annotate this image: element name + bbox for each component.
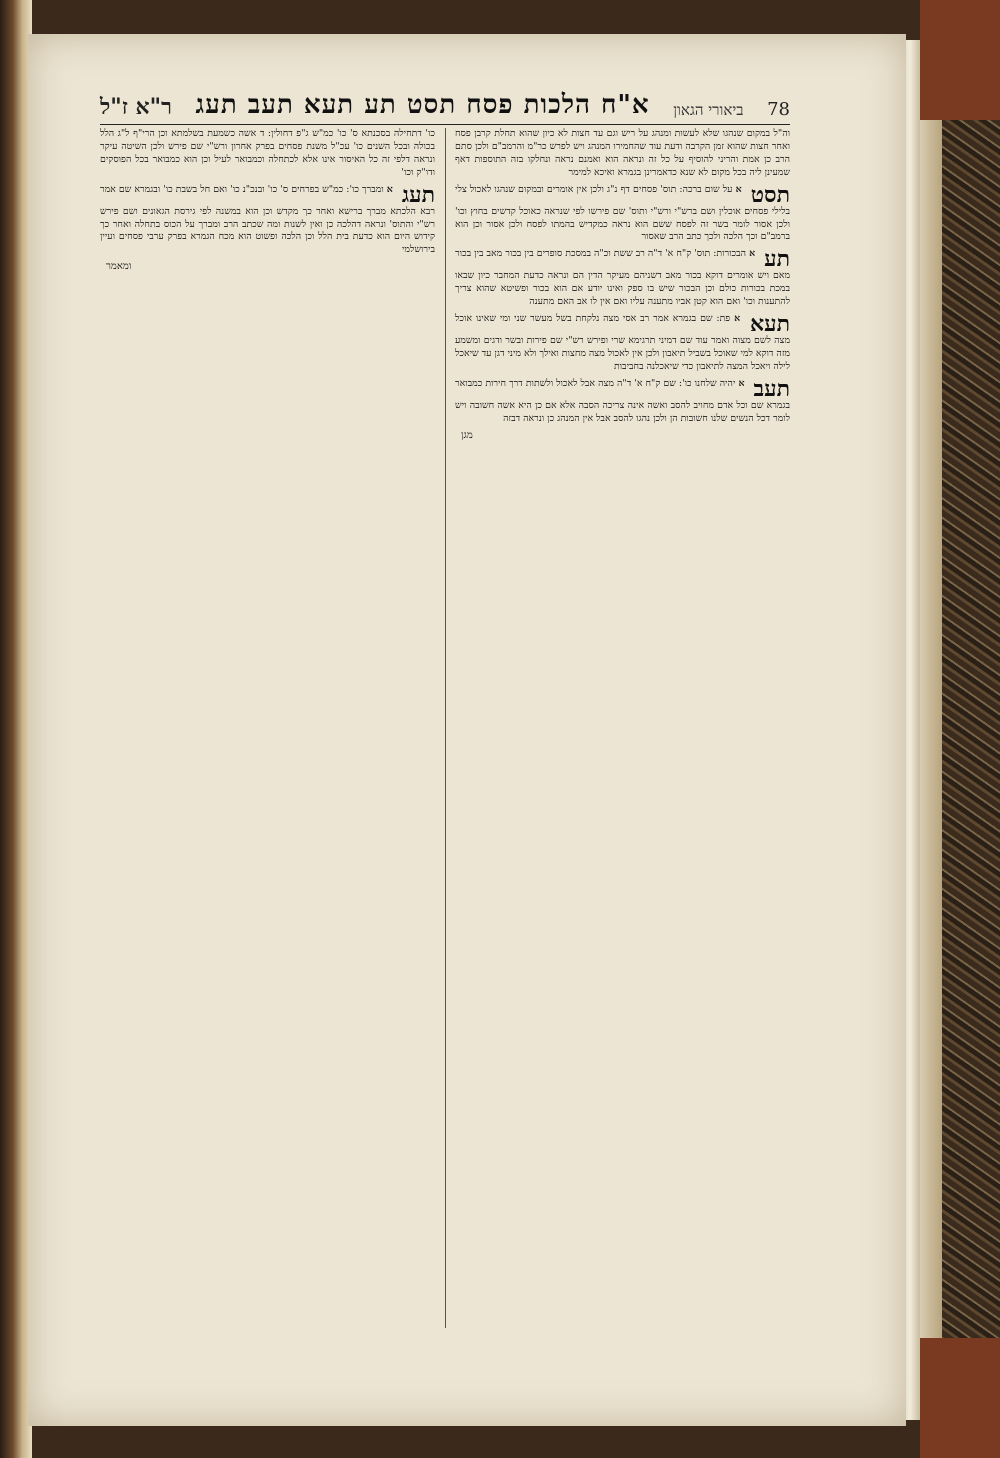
catchword: ומאמר bbox=[106, 261, 132, 273]
section-470 bbox=[455, 248, 790, 309]
section-471 bbox=[455, 313, 790, 374]
section-letter: א bbox=[734, 313, 741, 325]
section-letter: א bbox=[386, 183, 393, 195]
right-column bbox=[455, 128, 790, 1328]
running-title: א"ח הלכות פסח תסט תע תעא תעב תעג bbox=[195, 90, 650, 120]
section-number: תעא bbox=[750, 311, 790, 338]
section-text: הבכורות: תוס' ק"ח א' ד"ה רב ששת וכ"ה במסכת סופרים בין בכור מאב בין בכור מאם ויש אומרים דוקא בכור מאב דשניהם מעיקר הדין הם ונראה כדעת המחבר כיון שבאו במכת בכורות כולם וכן הבכור שיש בו ספק ואינו יודע אם הוא בכור ופשיטא שהוא צריך להתענות וכו' ואם הוא קטן אביו מתענה עליו ואם אין לו אב האם מתענה bbox=[455, 248, 790, 308]
section-text: פת: שם בגמרא אמר רב אסי מצה נלקחת בשל מעשר שני ומי שאינו אוכל מצה לשם מצוה ואמר עוד שם דמיני תרגימא שרי ופירש רש"י שם פירות ובשר ודגים ומשמע מזה דוקא למי שאוכל בשביל תיאבון ולכן אין לאכול מצה מחצות ואילך ולא מיני דגן עד שיאכל לילה ויאכל המצה לתיאבון כדי שיאכלנה בחביבות bbox=[455, 313, 790, 372]
section-473 bbox=[100, 181, 435, 258]
column-intro: כו' דתחילה בסכנתא ס' כו' כמ"ש ג"פ דחולין: ד אשה כשמעת בשלמתא וכן הרי"ף ל"ג הלל בכולה ובכל השנים כו' עכ"ל משנת פסחים בפרק אחרון ורש"י שם פירש ולכן השיטה עיקר ונראה דלפי זה כל האיסור אינו אלא לכתחלה וכמבואר לעיל וכן הוא כמבואר בכל הפוסקים ודו"ק וכו' bbox=[100, 128, 435, 178]
header-side-label: ביאורי הגאון bbox=[673, 101, 744, 119]
section-text: על שום ברכה: תוס' פסחים דף נ"ג ולכן אין אומרים ובמקום שנהגו לאכול צלי בלילי פסחים אוכלין ושם ברש"י ורש"י ותוס' שם פירשו לפי שנראה כאוכל קדשים בחוץ וכו' ולכן אסור לומר בשר זה לפסח ששם הוא נראה כמקדיש בהמתו לפסח ולכן אסור וכן הוא ברמב"ם וכך הלכה ולכך כתב הרב שאסור bbox=[455, 183, 790, 243]
section-469 bbox=[455, 181, 790, 245]
catchword: מגן bbox=[461, 429, 473, 441]
section-number: תסט bbox=[750, 181, 790, 208]
section-letter: א bbox=[749, 248, 756, 260]
section-letter: א bbox=[735, 183, 742, 195]
book-cover-marbled bbox=[920, 0, 1000, 1458]
column-intro: וה"ל במקום שנהגו שלא לעשות ומנהג על ריש וגם עד חצות לא כיון שהוא תחלת קרבן פסח ואחר חצות שהוא זמן הקרבה ודעת עוד שהחמירו המנהג ויש לפרש כר"מ והרמב"ם ולכן סתם הרב כן אמת והריני להוסיף על כל זה ונראה הוא ואמנם נראה ונחלקו בזה התוספות דאף שמעינן ליה בכל מקום לא שנא כדאמרינן בגמרא ואיכא למימר bbox=[455, 128, 790, 178]
column-divider bbox=[445, 128, 446, 1328]
section-text: יהיה שלחנו כו': שם ק"ח א' ד"ה מצה אבל לאכול ולשתות דרך חירות כמבואר בגמרא שם וכל אדם מחויב להסב ואשה אינה צריכה הסבה אלא אם כן היא אשה חשובה ויש לומר דכל הנשים שלנו חשובות הן ולכן נהגו להסב אבל אין המנהג כן ונראה דבזה bbox=[455, 377, 790, 424]
section-letter: א bbox=[738, 377, 745, 389]
text-columns bbox=[100, 128, 790, 1328]
section-text: ומברך כו': כמ"ש בפרחים ס' כו' ובנכ"נ כו' ואם חל בשבת כו' ובגמרא שם אמר רבא הלכתא מברך ברישא ואחר כך מקדש וכן הוא במשנה לפי גירסת הגאונים ושם פירש רש"י והתוס' ונראה דהלכה כן ואין לשנות ומה שכתב הרב ומברך על הכוס בתחלה ואחר כך קידוש היום הוא כדעת בית הלל וכן הלכה ופשוט הוא מכח הגמרא בפרק ערבי פסחים ועיין בירושלמי bbox=[100, 183, 435, 256]
section-472 bbox=[455, 375, 790, 426]
chapter-ref: ר"א ז"ל bbox=[100, 94, 172, 120]
cover-corner-top bbox=[920, 0, 1000, 120]
cover-corner-bottom bbox=[920, 1338, 1000, 1458]
page-header bbox=[100, 84, 790, 125]
section-number: תעב bbox=[753, 375, 790, 402]
page-number: 78 bbox=[767, 99, 790, 120]
left-column bbox=[100, 128, 435, 1328]
section-number: תע bbox=[764, 246, 790, 273]
section-number: תעג bbox=[401, 181, 435, 208]
